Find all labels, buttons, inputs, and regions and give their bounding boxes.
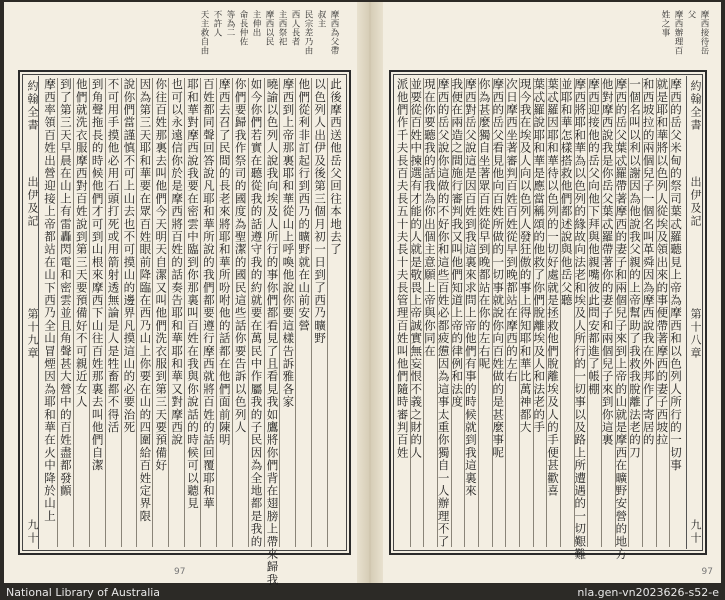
text-column: 你為甚麼獨自坐著眾百姓從早到晚都站在你的左右呢 (478, 78, 492, 547)
margin-note: 天主救自由 (199, 10, 209, 55)
text-column: 摩西到上帝那裏耶和華從山上呼喚他說你要這樣告訴雅各家 (279, 78, 295, 547)
text-column: 以色列人出伊及後第三個月初一日到了西乃曠野 (311, 78, 327, 547)
text-column: 摩西的岳父葉忒羅帶著摩西的妻子和兩個兒子來到上帝的山就是摩西在曠野安營的地方 (614, 78, 629, 561)
text-column: 並耶和華怎樣搭救他們都述說與他岳父聽 (560, 78, 574, 547)
text-column: 曉諭以色列人說我向埃及人所行的事你們都看見了且看見我如鷹將你們背在翅膀上帶來歸我 (265, 78, 280, 586)
left-page (4, 2, 357, 586)
margin-note: 等為二 (225, 10, 235, 37)
text-column: 耶和華對摩西說我要在密雲中臨到你那裏叫百姓在我與你說話的時候可以聽見 (184, 78, 200, 547)
book-title: 約翰全書 (689, 80, 702, 132)
margin-note: 民宗差乃由 (303, 10, 313, 55)
text-column: 摩西的岳父米甸的祭司葉忒羅聽見上帝為摩西和以色列人所行的一切事 (669, 78, 683, 547)
right-page (383, 2, 721, 583)
right-text-area (395, 78, 683, 561)
margin-note: 姓之事 (660, 10, 670, 37)
text-column: 你們要歸我作祭司的國度為聖潔的國民這些話你要告訴以色列人 (232, 78, 248, 547)
scan-footer (0, 585, 725, 600)
book-spread (4, 2, 721, 586)
page-number: 九十 (689, 519, 702, 545)
text-column: 摩西率領百姓出營迎接上帝都站在山下西乃全山冒煙因為耶和華在火中降於山上 (42, 78, 57, 523)
text-column: 你往百姓那裏去叫他們今天明天自潔又叫他們洗衣服到第三天要預備好 (152, 78, 168, 547)
right-page-mark: 97 (701, 567, 713, 577)
left-margin-column (24, 76, 39, 549)
text-column: 派他們作千夫長百夫長五十夫長十夫長管理百姓叫他們隨時審判百姓 (395, 78, 410, 459)
text-column: 現今我在埃及人向以色列人發狂傲的事上得知耶和華比萬神都大 (519, 78, 533, 547)
margin-note: 不許人 (212, 10, 222, 37)
margin-note: 摩西為父帶 (329, 10, 339, 55)
text-column: 摩西對岳父說這是因百姓到我這裏來求問上帝他們有事的時候就到我這裏來 (464, 78, 478, 547)
right-margin-column (686, 76, 701, 549)
margin-note: 叔主 (316, 10, 326, 28)
text-column: 如今你們若實在聽從我的話遵守我的約就要在萬民中作屬我的子民因為全地都是我的 (249, 78, 264, 548)
text-column: 也可以永遠信你於是摩西將百姓的話奏告耶和華耶和華又對摩西說 (168, 78, 184, 547)
text-column: 不可用手摸他必用石頭打死或用箭射透無論是人是牲畜都不得活 (105, 78, 121, 547)
text-column: 葉忒羅因耶和華待以色列的一切好處就是拯救他們脫離埃及人的手便甚歡喜 (546, 78, 560, 547)
text-column: 現在你要聽我的話我為你出個主意願上帝與你同在 (423, 78, 437, 547)
text-column: 他們從利非訂起行到西乃的曠野就在山前安營 (295, 78, 311, 547)
text-column: 和西坡拉的兩個兒子一個名叫革舜因為摩西說我在外邦作了寄居的 (642, 78, 656, 547)
text-column: 摩西將耶和華為以色列的緣故向法老和埃及人所行的一切事以及路上所遭遇的一切艱難 (573, 78, 588, 561)
text-column: 百姓都同聲回答說凡耶和華所說的我們都要遵行摩西就將百姓的話回覆耶和華 (200, 78, 216, 547)
text-column: 葉忒羅說耶和華是應當稱頌的他救了你們脫離埃及人和法老的手 (533, 78, 547, 547)
scan-identifier: nla.gen-vn2023626-s52-e (577, 586, 719, 599)
text-column: 到了第三天早晨在山上有雷轟閃電和密雲並且角聲甚大營中的百姓盡都發顫 (57, 78, 73, 547)
text-column: 此後摩西送他岳父回往本地去了 (327, 78, 343, 547)
text-column: 並要從百姓中揀選有才能的人就是敬畏上帝誠實無妄恨不義之財的人 (410, 78, 424, 547)
text-column: 因為第三天耶和華要在眾百姓眼前降臨在西乃山上你要在山的四圍給百姓定界限 (136, 78, 152, 547)
margin-note: 父 (686, 10, 696, 19)
section-number: 第十九章 (26, 308, 39, 360)
margin-note: 命長仲佐 (238, 10, 248, 46)
margin-note: 摩西辦理百 (673, 10, 683, 55)
text-column: 說你們當謹慎不可上山去也不可摸山的邊界凡摸這山的必要治死 (121, 78, 137, 547)
margin-note: 主伸出 (251, 10, 261, 37)
text-column: 摩西的岳父看見他向百姓所做的一切事就說你向百姓做的是甚麼事呢 (492, 78, 506, 547)
chapter-name: 出伊及記 (26, 176, 39, 228)
text-column: 他對摩西說我是你岳父葉忒羅帶著你的妻子和兩個兒子來到你這裏 (601, 78, 615, 547)
book-gutter (357, 2, 383, 583)
text-column: 摩西的岳父說你這做的不好你和這些百姓必都疲憊因為這事太重你獨自一人辦理不了 (436, 78, 451, 548)
text-column: 他們就洗衣服摩西對百姓說到第三天要預備好不可親近女人 (73, 78, 89, 547)
margin-note: 摩西接待岳 (699, 10, 709, 55)
left-page-mark: 97 (174, 567, 186, 577)
library-credit: National Library of Australia (6, 586, 161, 599)
chapter-name: 出伊及記 (689, 176, 702, 228)
text-column: 我便在兩造之間施行審判我又叫他們知道上帝的律例和法度 (451, 78, 465, 547)
text-column: 就是耶和華將以色列人從埃及領出來的事便帶著摩西的妻子西坡拉 (656, 78, 670, 547)
text-column: 摩西迎接他的岳父向他下拜與他親嘴彼此問安都進了帳棚 (587, 78, 601, 547)
margin-note: 摩西以民 (264, 10, 274, 46)
section-number: 第十八章 (689, 308, 702, 360)
left-notes (4, 10, 357, 68)
right-notes (383, 10, 721, 68)
text-column: 次日摩西坐著審判百姓百姓從早到晚都站在摩西的左右 (505, 78, 519, 547)
text-column: 一個名叫以利以謝因為他說我父親的上帝幫助了我救我脫離法老的刀 (628, 78, 642, 547)
text-column: 到角聲拖長的時候他們才可到山根來摩西下山往百姓那裏去叫他們自潔 (89, 78, 105, 547)
book-title: 約翰全書 (26, 80, 39, 132)
margin-note: 主西祭祀 (277, 10, 287, 46)
right-text-frame (389, 70, 707, 561)
page-number: 九十 (26, 519, 39, 545)
margin-note: 西人長者 (290, 10, 300, 46)
text-column: 摩西去召了民間的長老來將耶和華所吩咐他的話都在他們面前陳明 (216, 78, 232, 547)
